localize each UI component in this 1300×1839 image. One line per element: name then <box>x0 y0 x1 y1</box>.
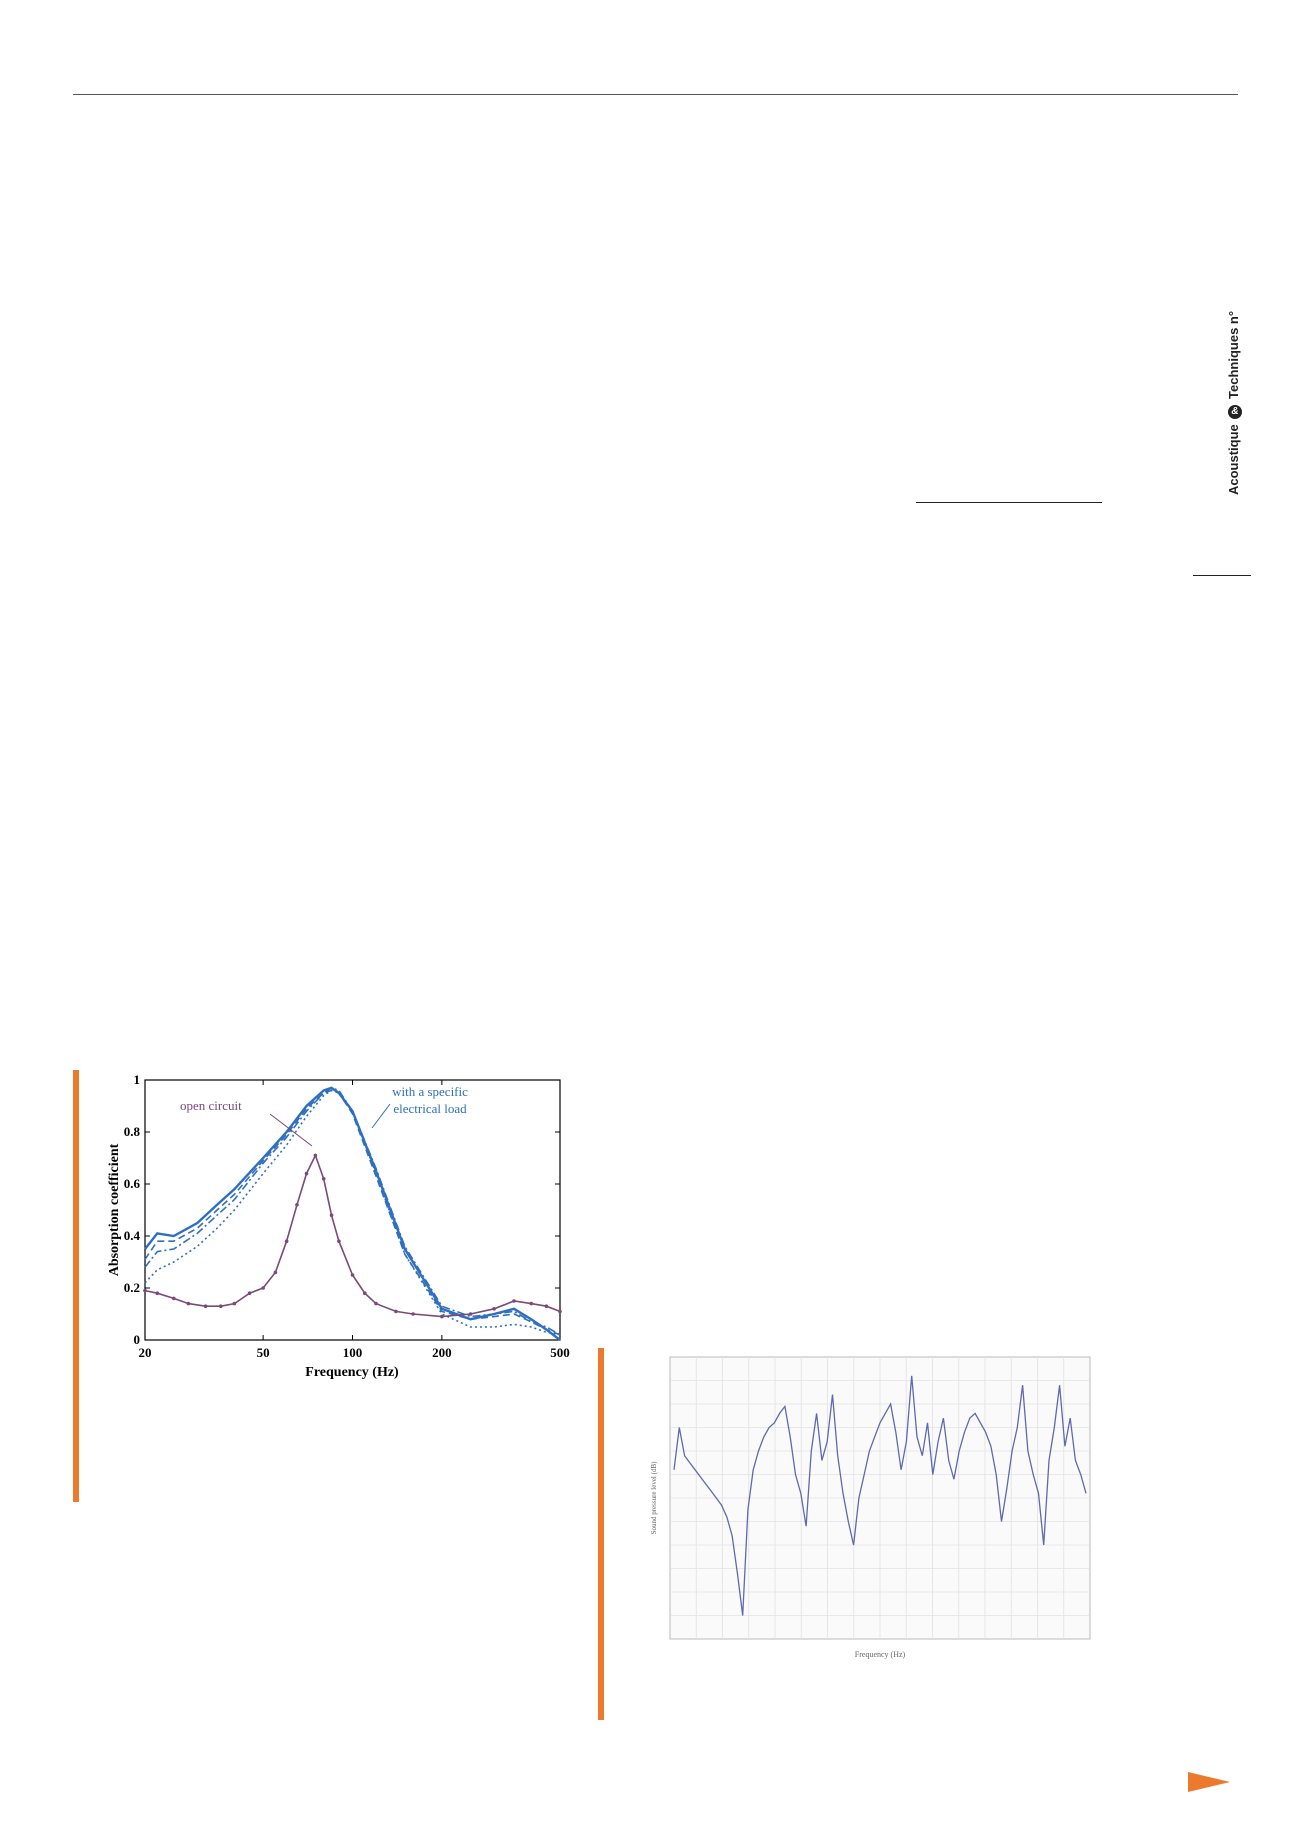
x-tick-label: 500 <box>550 1345 570 1360</box>
top-rule <box>73 94 1238 95</box>
x-tick-label: 20 <box>138 1345 152 1360</box>
data-point <box>394 1310 398 1314</box>
plot-frame <box>145 1080 560 1340</box>
data-point <box>305 1172 309 1176</box>
x-tick-label: 100 <box>342 1345 363 1360</box>
y-tick-label: 0.2 <box>123 1280 140 1295</box>
series-line-1 <box>145 1088 560 1340</box>
data-point <box>440 1315 444 1319</box>
data-point <box>248 1291 252 1295</box>
page-corner-arrow <box>1188 1772 1230 1792</box>
load-annotation-line1: with a specific <box>392 1084 468 1099</box>
absorption-chart <box>100 1068 570 1388</box>
load-annotation-line2: electrical load <box>393 1101 467 1116</box>
data-point <box>411 1312 415 1316</box>
y-tick-label: 1 <box>133 1072 140 1087</box>
ampersand-badge: & <box>1228 405 1242 419</box>
data-point <box>172 1297 176 1301</box>
x-tick-label: 50 <box>256 1345 270 1360</box>
sound-pressure-chart <box>640 1345 1100 1665</box>
x-axis-label: Frequency (Hz) <box>305 1365 399 1380</box>
journal-name-part1: Acoustique <box>1226 424 1241 495</box>
data-point <box>274 1271 278 1275</box>
figure2-accent-bar <box>598 1348 604 1720</box>
y-tick-label: 0 <box>133 1332 140 1347</box>
data-point <box>337 1239 341 1243</box>
data-point <box>261 1286 265 1290</box>
data-point <box>285 1239 289 1243</box>
data-point <box>295 1203 299 1207</box>
data-point <box>187 1302 191 1306</box>
y-axis-label: Absorption coefficient <box>107 1143 122 1277</box>
y-axis-label: Sound pressure level (dB) <box>650 1461 658 1535</box>
data-point <box>330 1213 334 1217</box>
y-tick-label: 0.8 <box>123 1124 140 1139</box>
y-tick-label: 0.6 <box>123 1176 140 1191</box>
x-tick-label: 200 <box>432 1345 452 1360</box>
data-point <box>529 1302 533 1306</box>
x-axis-label: Frequency (Hz) <box>854 1650 906 1659</box>
y-tick-label: 0.4 <box>123 1228 140 1243</box>
footnote-rule <box>916 502 1102 503</box>
data-point <box>351 1273 355 1277</box>
figure1-accent-bar <box>73 1070 79 1502</box>
data-point <box>233 1302 237 1306</box>
data-point <box>143 1289 147 1293</box>
data-point <box>314 1154 318 1158</box>
data-point <box>219 1304 223 1308</box>
data-point <box>322 1177 326 1181</box>
load-arrow <box>372 1104 390 1128</box>
data-point <box>558 1310 562 1314</box>
data-point <box>469 1312 473 1316</box>
data-point <box>374 1302 378 1306</box>
data-point <box>204 1304 208 1308</box>
open-circuit-arrow <box>270 1114 312 1146</box>
data-point <box>492 1307 496 1311</box>
open-circuit-annotation: open circuit <box>180 1098 242 1113</box>
data-point <box>155 1291 159 1295</box>
data-point <box>512 1299 516 1303</box>
data-point <box>545 1304 549 1308</box>
series-line-3 <box>145 1088 560 1335</box>
journal-name-part2: Techniques n° <box>1226 310 1241 399</box>
margin-rule <box>1193 575 1251 576</box>
data-point <box>363 1291 367 1295</box>
series-line-5 <box>145 1155 560 1316</box>
